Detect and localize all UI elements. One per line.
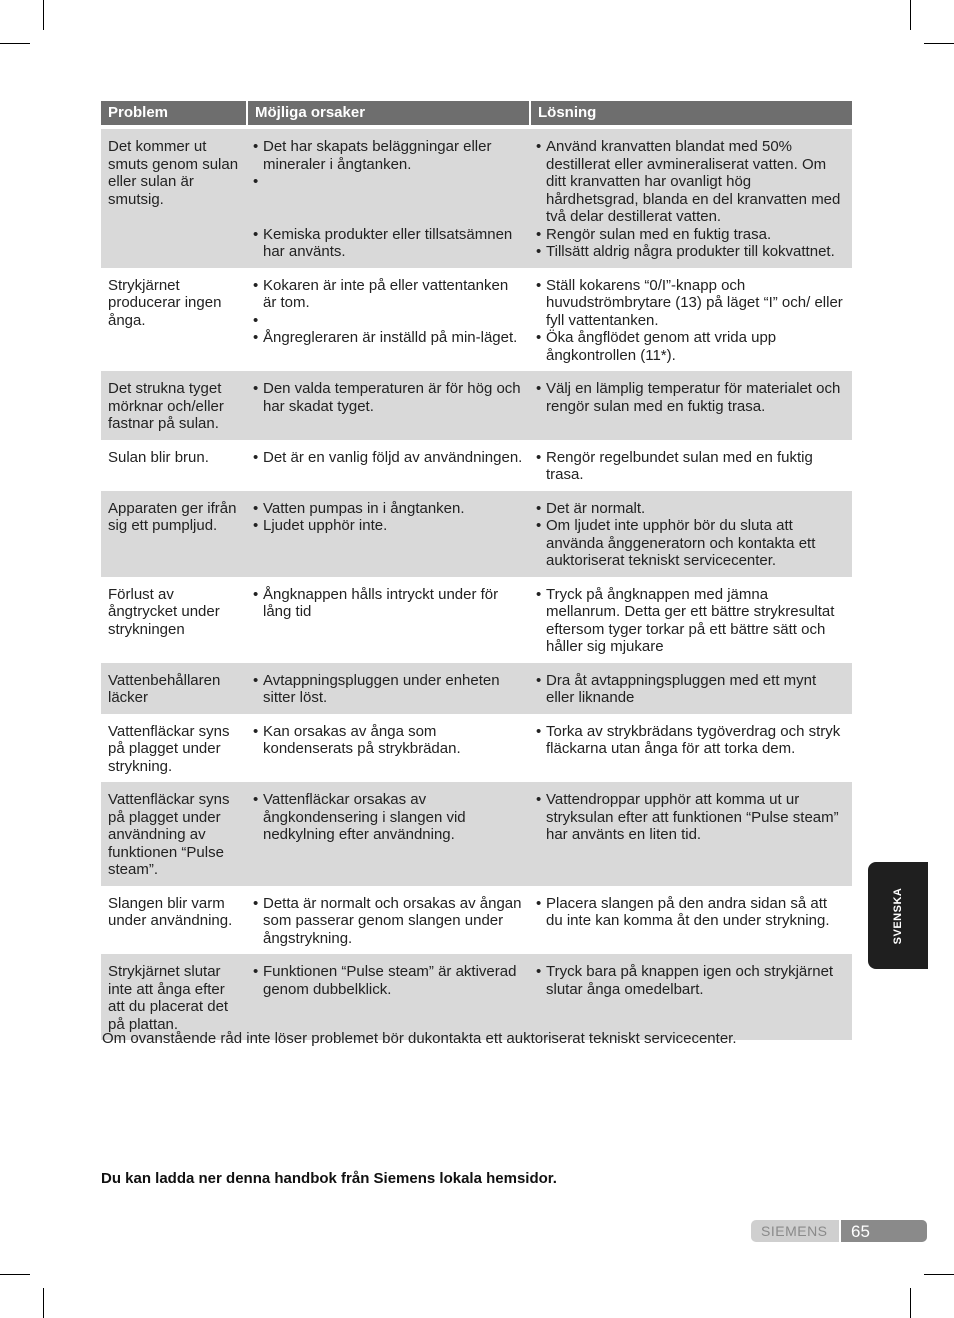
cause-item: • Det är en vanlig följd av användningen. — [253, 449, 523, 467]
causes-cell — [248, 371, 531, 440]
table-row — [101, 782, 852, 886]
page-number: 65 — [851, 1222, 870, 1241]
cause-item: • Vattenfläckar orsakas av ångkondensering i slangen vid nedkylning efter användning. — [253, 791, 523, 844]
troubleshooting-table — [101, 101, 852, 1040]
solutions-cell — [531, 440, 852, 491]
solution-item: • Det är normalt. — [536, 500, 846, 518]
spacer — [253, 312, 523, 330]
table-row — [101, 954, 852, 1040]
solutions-cell — [531, 714, 852, 783]
problem-cell: Strykjärnet slutar inte att ånga efter att du placerat det på plattan. — [101, 954, 248, 1040]
table-header-row — [101, 101, 852, 125]
causes-cell — [248, 782, 531, 886]
crop-mark — [43, 0, 44, 30]
problem-cell: Vattenbehållaren läcker — [101, 663, 248, 714]
solutions-cell — [531, 577, 852, 663]
problem-cell: Apparaten ger ifrån sig ett pumpljud. — [101, 491, 248, 577]
problem-cell: Det kommer ut smuts genom sulan eller sulan är smutsig. — [101, 129, 248, 268]
solution-item: • Dra åt avtappningspluggen med ett mynt eller liknande — [536, 672, 846, 707]
table-row — [101, 371, 852, 440]
causes-cell — [248, 577, 531, 663]
solution-item: • Placera slangen på den andra sidan så att du inte kan komma åt den under strykning. — [536, 895, 846, 930]
cause-item: • Den valda temperaturen är för hög och har skadat tyget. — [253, 380, 523, 415]
language-tab-label: SVENSKA — [892, 887, 904, 944]
cause-item: • Kemiska produkter eller tillsatsämnen har använts. — [253, 226, 523, 261]
problem-cell: Förlust av ångtrycket under strykningen — [108, 585, 220, 638]
problem-cell: Vattenfläckar syns på plagget under användning av funktionen “Pulse steam”. — [101, 782, 248, 886]
table-row — [101, 491, 852, 577]
solution-item: • Välj en lämplig temperatur för materialet och rengör sulan med en fuktig trasa. — [536, 380, 846, 415]
solution-item: • Ställ kokarens “0/I”-knapp och huvudströmbrytare (13) på läget “I” och/ eller fyll vattentanken. — [536, 277, 846, 330]
table-row — [101, 268, 852, 372]
table-row — [101, 714, 852, 783]
problem-cell: Strykjärnet producerar ingen ånga. — [108, 276, 222, 329]
page-number-box — [841, 1220, 927, 1242]
solutions-cell — [531, 371, 852, 440]
problem-cell: Sulan blir brun. — [108, 448, 209, 466]
cause-item: • Ångknappen hålls intryckt under för lång tid — [253, 586, 523, 621]
crop-mark — [910, 1288, 911, 1318]
download-note: Du kan ladda ner denna handbok från Siemens lokala hemsidor. — [101, 1170, 557, 1187]
solution-item: • Vattendroppar upphör att komma ut ur stryksulan efter att funktionen “Pulse steam” har använts en liten tid. — [536, 791, 846, 844]
problem-cell: Vattenfläckar syns på plagget under strykning. — [108, 722, 230, 775]
cause-item: • Ångregleraren är inställd på min-läget. — [253, 329, 523, 347]
table-row — [101, 129, 852, 268]
language-tab — [868, 862, 928, 969]
solutions-cell — [531, 491, 852, 577]
solutions-cell — [531, 954, 852, 1040]
crop-mark — [924, 43, 954, 44]
solution-item: • Öka ångflödet genom att vrida upp ångkontrollen (11*). — [536, 329, 846, 364]
table-row — [101, 886, 852, 955]
solutions-cell — [531, 663, 852, 714]
header-causes: Möjliga orsaker — [248, 101, 531, 125]
table-row — [101, 577, 852, 663]
cause-item: • Funktionen “Pulse steam” är aktiverad genom dubbelklick. — [253, 963, 523, 998]
cause-item: • Ljudet upphör inte. — [253, 517, 523, 535]
causes-cell — [248, 663, 531, 714]
header-problem: Problem — [101, 101, 248, 125]
cause-item: • Avtappningspluggen under enheten sitter löst. — [253, 672, 523, 707]
brand-name: SIEMENS — [761, 1223, 828, 1239]
cause-item: • Kan orsakas av ånga som kondenserats på strykbrädan. — [253, 723, 523, 758]
crop-mark — [0, 1274, 30, 1275]
causes-cell — [248, 491, 531, 577]
solutions-cell — [531, 268, 852, 372]
problem-cell: Slangen blir varm under användning. — [108, 894, 233, 929]
cause-item: • Det har skapats beläggningar eller mineraler i ångtanken. — [253, 138, 523, 173]
crop-mark — [924, 1274, 954, 1275]
solution-item: • Torka av strykbrädans tygöverdrag och stryk fläckarna utan ånga för att torka dem. — [536, 723, 846, 758]
spacer — [253, 173, 523, 226]
header-solution: Lösning — [531, 101, 852, 125]
causes-cell — [248, 886, 531, 955]
footer-note: Om ovanstående råd inte löser problemet bör dukontakta ett auktoriserat tekniskt servicecenter. — [102, 1030, 737, 1047]
causes-cell — [248, 954, 531, 1040]
solution-item: • Tillsätt aldrig några produkter till kokvattnet. — [536, 243, 846, 261]
table-row — [101, 663, 852, 714]
solutions-cell — [531, 886, 852, 955]
cause-item: • Vatten pumpas in i ångtanken. — [253, 500, 523, 518]
table-row — [101, 440, 852, 491]
solution-item: • Rengör sulan med en fuktig trasa. — [536, 226, 846, 244]
cause-item: • Detta är normalt och orsakas av ångan som passerar genom slangen under ångstrykning. — [253, 895, 523, 948]
causes-cell — [248, 714, 531, 783]
solution-item: • Rengör regelbundet sulan med en fuktig trasa. — [536, 449, 846, 484]
problem-cell: Det strukna tyget mörknar och/eller fastnar på sulan. — [101, 371, 248, 440]
solutions-cell — [531, 129, 852, 268]
solutions-cell — [531, 782, 852, 886]
crop-mark — [910, 0, 911, 30]
causes-cell — [248, 268, 531, 372]
causes-cell — [248, 129, 531, 268]
solution-item: • Tryck bara på knappen igen och strykjärnet slutar ånga omedelbart. — [536, 963, 846, 998]
solution-item: • Använd kranvatten blandat med 50% destillerat eller avmineraliserat vatten. Om ditt kranvatten har ovanligt hög hårdhetsgrad, blanda en del kranvatten med två delar destillerat vatten. — [536, 138, 846, 226]
cause-item: • Kokaren är inte på eller vattentanken är tom. — [253, 277, 523, 312]
causes-cell — [248, 440, 531, 491]
page-footer-bar — [751, 1220, 927, 1242]
solution-item: • Tryck på ångknappen med jämna mellanrum. Detta ger ett bättre strykresultat eftersom tyger torkar på ett bättre sätt och håller sig mjukare — [536, 586, 846, 656]
crop-mark — [43, 1288, 44, 1318]
solution-item: • Om ljudet inte upphör bör du sluta att använda ånggeneratorn och kontakta ett auktoriserat tekniskt servicecenter. — [536, 517, 846, 570]
crop-mark — [0, 43, 30, 44]
